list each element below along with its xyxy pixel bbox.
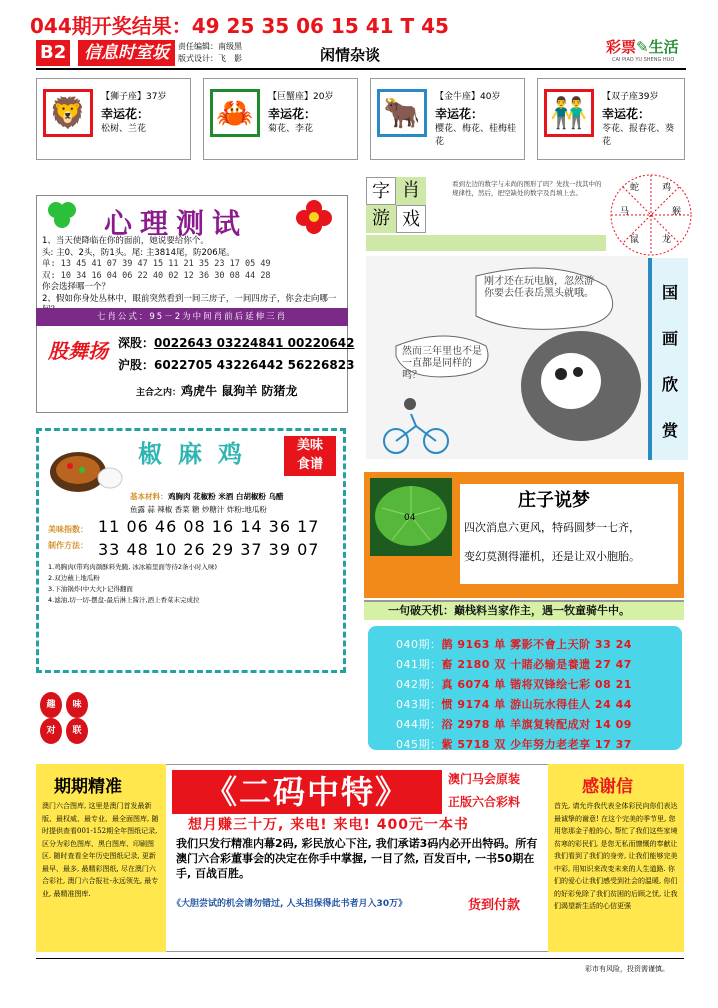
history-issue: 044期： <box>396 718 442 731</box>
macau-tag-2: 正版六合彩料 <box>448 795 521 809</box>
history-text: 真 6074 单 锴将双锋绘七彩 08 21 <box>441 678 632 691</box>
shanghai-numbers: 6022705 43226442 56226823 <box>154 358 355 372</box>
editor-line: 责任编辑：南级黑 <box>178 42 242 51</box>
cash-on-delivery-tag: 货到付款 <box>468 898 521 913</box>
zodiac-card-leo <box>36 78 191 160</box>
crab-icon: 🦀 <box>210 89 260 137</box>
history-text: 紫 5718 双 少年努力老老享 17 37 <box>441 738 632 751</box>
art-appreciation-bar <box>648 258 688 460</box>
zodiac-sign: 【双子座39岁 <box>602 92 659 102</box>
zodiac-card-gemini <box>537 78 685 160</box>
flower-icon <box>296 200 332 234</box>
art-char: 欣 <box>662 375 679 394</box>
method-numbers: 33 48 10 26 29 37 39 07 <box>98 540 320 559</box>
zhuangzi-title: 庄子说梦 <box>518 490 590 511</box>
ingredients-label: 基本材料： <box>130 492 168 501</box>
brand-logo-b: 生活 <box>648 38 679 56</box>
lucky-flower-label: 幸运花： <box>435 107 484 121</box>
stock-dance-logo: 股舞扬 <box>48 339 108 363</box>
twins-icon: 👬 <box>544 89 594 137</box>
taste-numbers: 11 06 46 08 16 14 36 17 <box>98 517 320 536</box>
history-text: 浴 2978 单 羊旗复转配成对 14 09 <box>441 718 632 731</box>
wheel-char: 鸡 <box>662 183 672 193</box>
history-text: 鹊 9163 单 雾影不會上天阶 33 24 <box>441 638 632 651</box>
editor-credits <box>178 41 242 65</box>
recipe-badge-1: 美味 <box>296 438 323 453</box>
lucky-flowers: 苓花、报春花、葵花 <box>602 124 675 147</box>
history-text: 惯 9174 单 游山玩水得佳人 24 44 <box>441 698 632 711</box>
history-row <box>396 656 632 672</box>
zodiac-card-cancer <box>203 78 358 160</box>
recipe-step: 2.双边蘸上地瓜粉 <box>48 574 100 582</box>
brand-subtitle: CAI PIAO YU SHENG HUO <box>612 57 675 63</box>
recipe-badge <box>284 436 336 476</box>
header-divider <box>36 68 686 70</box>
zhuangzi-line-1: 四次消息六更风，特码圆梦一七齐， <box>464 521 640 534</box>
brand-logo <box>606 36 679 57</box>
puzzle-instructions: 看到左边的数字与未尚的图形了吗？先找一找其中的规律性，然后，把空缺处的数字及肖填上去。 <box>452 180 602 197</box>
left-ad-text: 澳门六合图库, 这里是澳门首发最新版、最权威、最专业、最全面图库, 随时提供查看001-152期全年图纸记录, 区分为彩色图库、黑白图库、印刷图区. 随时查看全年历史图纸记录, 更新最早、最多, 最精彩图纸, 尽在澳门六合彩社, 澳门六合报社-永远领先, 最专业, 最精准图库. <box>42 802 159 898</box>
zodiac-card-taurus <box>370 78 525 160</box>
recipe-step: 1.鸡胸肉(带鸡肉颜酥料先腌, 冰冰箱里面等待2条小时入味) <box>48 563 218 571</box>
history-issue: 042期： <box>396 678 442 691</box>
speech-bubble-2: 然而三年里也不是一直都是同样的鸣？ <box>402 346 482 381</box>
promise-text: 我们只发行精准内幕2码, 彩民放心下注, 我们承诺3码内必开出特码。所有澳门六合彩董事会的决定在你手中掌握, 一目了然, 百发百中, 一书50期在手, 百战百胜。 <box>176 837 538 880</box>
footer-divider <box>36 958 684 959</box>
leaf-icon: ✎ <box>636 38 649 56</box>
main-value: 鸡虎牛 鼠狗羊 防猪龙 <box>181 384 298 398</box>
psychology-title: 心理测试 <box>104 207 249 240</box>
banner-title: 信息时室坂 <box>78 40 175 66</box>
recipe-steps <box>48 562 338 606</box>
main-combination-line <box>136 382 297 399</box>
shenzhen-line <box>118 334 354 351</box>
puzzle-strip <box>366 235 606 251</box>
single-number-row: 单: 13 45 41 07 39 47 15 11 21 35 23 17 05 49 <box>42 259 271 269</box>
zodiac-wheel <box>608 172 694 258</box>
method-label: 制作方法： <box>48 541 88 550</box>
lantern-icon: 趣 <box>40 692 62 718</box>
clover-icon <box>44 200 80 230</box>
ingredients-more: 鱼露 蒜 辣椒 香菜 糖 炒糖汁 炸粉:地瓜粉 <box>130 505 267 514</box>
char-tile: 戏 <box>396 205 426 233</box>
zodiac-sign: 【巨蟹座】20岁 <box>268 92 334 102</box>
char-tile: 肖 <box>396 177 426 205</box>
zhuangzi-line-2: 变幻莫测得灌机，还是让双小胞胎。 <box>464 550 640 563</box>
art-char: 国 <box>662 283 679 302</box>
art-char: 画 <box>662 329 679 348</box>
history-issue: 045期： <box>396 738 442 751</box>
history-row <box>396 716 632 732</box>
history-issue: 043期： <box>396 698 442 711</box>
psychology-questions <box>42 236 342 317</box>
recipe-badge-2: 食谱 <box>296 457 323 472</box>
macau-tag-1: 澳门马会原装 <box>448 772 521 786</box>
ad-caption: 《大胆尝试的机会请勿错过, 人头担保得此书者月入30万》 <box>172 899 408 909</box>
question-1-end: 你会选择哪一个？ <box>42 282 111 292</box>
answer-heads: 头: 主0、2头，防1头。尾: 主3814尾，防206尾。 <box>42 247 235 258</box>
recipe-step: 4.滤油,切一切-摆盘-最后淋上酱汁,洒上香菜末完成拉 <box>48 596 200 604</box>
formula-bar: 七肖公式：95－2为中间肖前后延伸三肖 <box>36 308 348 326</box>
history-issue: 040期： <box>396 638 442 651</box>
lucky-flower-label: 幸运花： <box>268 107 317 121</box>
char-tile: 游 <box>366 205 396 233</box>
lucky-flower-label: 幸运花： <box>101 107 150 121</box>
wheel-char: 猴 <box>672 207 682 217</box>
history-row <box>396 636 632 652</box>
lion-icon: 🦁 <box>43 89 93 137</box>
zodiac-sign: 【狮子座】37岁 <box>101 92 167 102</box>
left-ad-heading: 期期精准 <box>54 777 122 797</box>
history-text: 畜 2180 双 十賭必输是養遗 27 47 <box>441 658 632 671</box>
recipe-step: 3.下油锅炸(中大火)·记得翻面 <box>48 585 133 593</box>
bull-icon: 🐂 <box>377 89 427 137</box>
history-row <box>396 736 632 752</box>
lotus-number: 04 <box>404 513 416 523</box>
zodiac-sign: 【金牛座】40岁 <box>435 92 501 102</box>
taste-index-label: 美味指数： <box>48 525 88 534</box>
earn-line: 想月赚三十万, 来电! 来电! 400元一本书 <box>188 817 469 833</box>
char-tile: 字 <box>366 177 396 205</box>
lantern-icon: 对 <box>40 718 62 744</box>
draw-result-line: 044期开奖结果：49 25 35 06 15 41 T 45 <box>30 14 449 38</box>
wheel-char: 马 <box>620 207 630 217</box>
shenzhen-numbers: 0022643 03224841 00220642 <box>154 336 355 350</box>
history-issue: 041期： <box>396 658 442 671</box>
lucky-flower-label: 幸运花： <box>602 107 651 121</box>
history-row <box>396 676 632 692</box>
wheel-char: 蛇 <box>630 183 640 193</box>
lucky-flowers: 松树、兰花 <box>101 124 147 134</box>
wheel-char: 龙 <box>662 235 672 245</box>
wheel-char: 鼠 <box>630 235 640 245</box>
lucky-flowers: 菊花、李花 <box>268 124 314 134</box>
lucky-flowers: 樱花、梅花、桂梅桂花 <box>435 124 517 147</box>
lantern-icon: 联 <box>66 718 88 744</box>
speech-bubble-1: 刚才还在玩电脑，忽然游你要去任表岳黑头就哦。 <box>484 276 594 299</box>
brand-logo-a: 彩票 <box>606 38 637 56</box>
thanks-letter-text: 首先, 请允许我代表全体彩民向你们表达最诚挚的谢意! 在这个完美的季节里, 您用您那金子般的心, 帮忙了我们这些家境贫寒的彩民们, 是您无私而慷慨的奉献让我们看到了我们的身旁, 让我们能够完美中彩, 用知识来改变未来的人生道路. 你们的爱心让我们感受到社会的温暖, 你们的好彩免除了我们贫困的后顾之忧, 让我们渴望新生活的心信更强 <box>554 802 678 910</box>
main-label: 主合之内： <box>136 388 182 398</box>
lantern-icon: 味 <box>66 692 88 718</box>
shanghai-line <box>118 356 354 373</box>
page-badge: B2 <box>36 40 70 66</box>
designer-line: 版式设计：飞 影 <box>178 54 242 63</box>
thanks-letter-heading: 感谢信 <box>582 777 633 797</box>
riddle-bar: 一句破天机：巅栈料当家作主，遇一牧童骑牛中。 <box>364 600 684 620</box>
art-char: 赏 <box>662 421 679 440</box>
ingredients: 鸡胸肉 花椒粉 米酒 白胡椒粉 乌醋 <box>168 492 284 501</box>
section-title: 闲情杂谈 <box>320 46 381 64</box>
dish-icon <box>48 440 124 496</box>
risk-disclaimer: 彩市有风险，投资需谨慎。 <box>585 965 669 973</box>
recipe-title: 椒麻鸡 <box>138 440 258 468</box>
history-row <box>396 696 632 712</box>
question-1: 1、当天使降临在你的面前，她说要给你个。 <box>42 236 209 246</box>
shanghai-label: 沪股： <box>118 358 155 372</box>
shenzhen-label: 深股： <box>118 336 155 350</box>
question-2: 2、假如你身处丛林中，眼前突然看到一间三房子，一间四房子，你会走向哪一 <box>42 293 337 304</box>
ad-big-title: 《二码中特》 <box>172 770 442 814</box>
double-number-row: 双: 10 34 16 04 06 22 40 02 12 36 30 08 44 28 <box>42 270 271 281</box>
